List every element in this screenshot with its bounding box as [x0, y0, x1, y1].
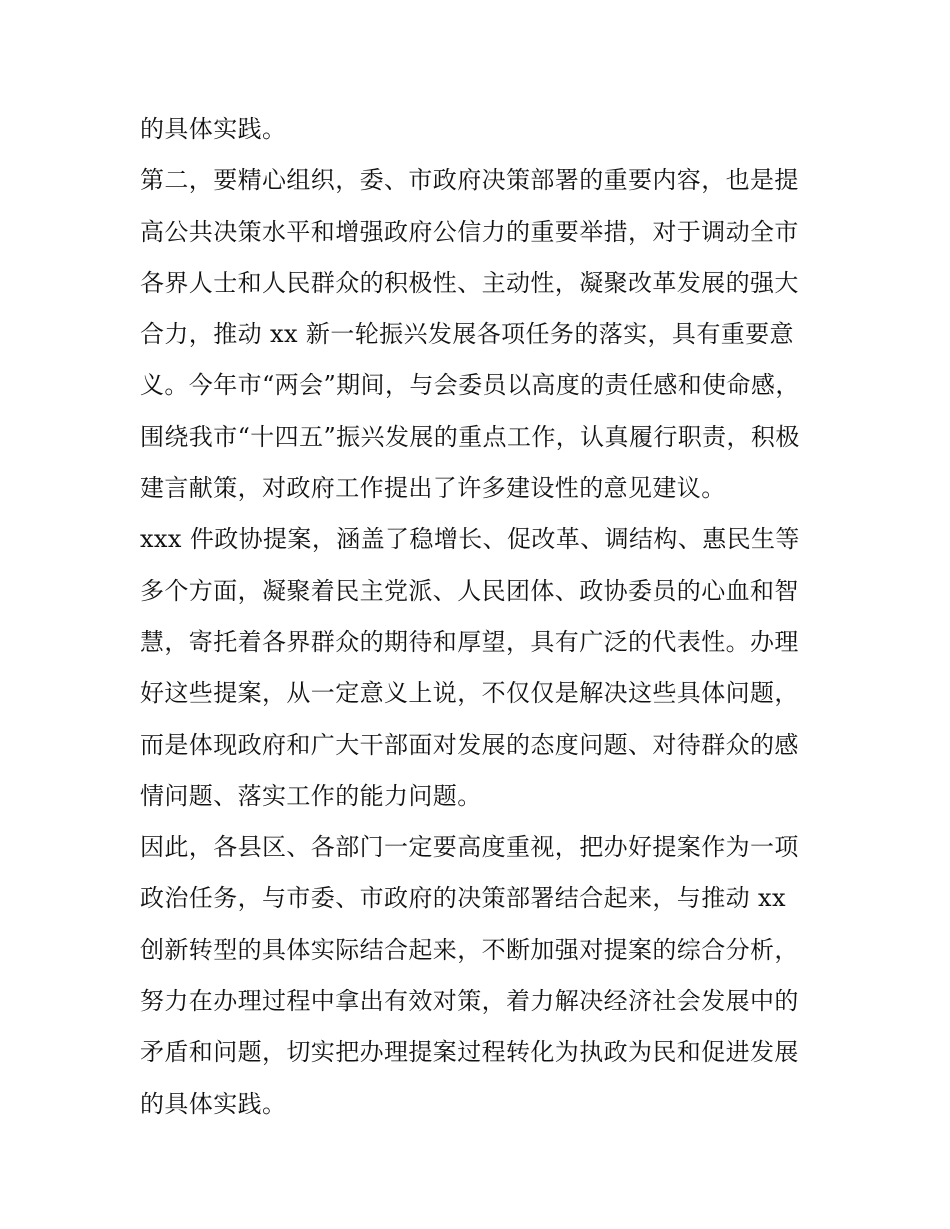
text-line: 建言献策，对政府工作提出了许多建设性的意见建议。	[140, 474, 726, 503]
text-line: 多个方面，凝聚着民主党派、人民团体、政协委员的心血和智	[140, 576, 799, 605]
text-line: 慧，寄托着各界群众的期待和厚望，具有广泛的代表性。办理	[140, 627, 799, 656]
text-line: xxx 件政协提案，涵盖了稳增长、促改革、调结构、惠民生等	[140, 525, 800, 554]
text-line: 政治任务，与市委、市政府的决策部署结合起来，与推动 xx	[140, 884, 786, 913]
text-line: 义。今年市“两会”期间，与会委员以高度的责任感和使命感，	[140, 371, 800, 400]
text-line: 围绕我市“十四五”振兴发展的重点工作，认真履行职责，积极	[140, 422, 800, 451]
text-line: 矛盾和问题，切实把办理提案过程转化为执政为民和促进发展	[140, 1038, 799, 1067]
text-line: 因此，各县区、各部门一定要高度重视，把办好提案作为一项	[140, 833, 799, 862]
text-line: 的具体实践。	[140, 1089, 287, 1118]
text-line: 高公共决策水平和增强政府公信力的重要举措，对于调动全市	[140, 217, 799, 246]
text-line: 创新转型的具体实际结合起来，不断加强对提案的综合分析，	[140, 935, 799, 964]
text-line: 努力在办理过程中拿出有效对策，着力解决经济社会发展中的	[140, 987, 799, 1016]
text-line: 各界人士和人民群众的积极性、主动性，凝聚改革发展的强大	[140, 268, 799, 297]
text-line: 第二，要精心组织，委、市政府决策部署的重要内容，也是提	[140, 166, 799, 195]
text-line: 合力，推动 xx 新一轮振兴发展各项任务的落实，具有重要意	[140, 320, 794, 349]
text-line: 好这些提案，从一定意义上说，不仅仅是解决这些具体问题，	[140, 679, 799, 708]
text-line: 而是体现政府和广大干部面对发展的态度问题、对待群众的感	[140, 730, 799, 759]
text-line: 情问题、落实工作的能力问题。	[140, 781, 482, 810]
text-line: 的具体实践。	[140, 115, 287, 143]
document-body	[140, 104, 816, 1130]
